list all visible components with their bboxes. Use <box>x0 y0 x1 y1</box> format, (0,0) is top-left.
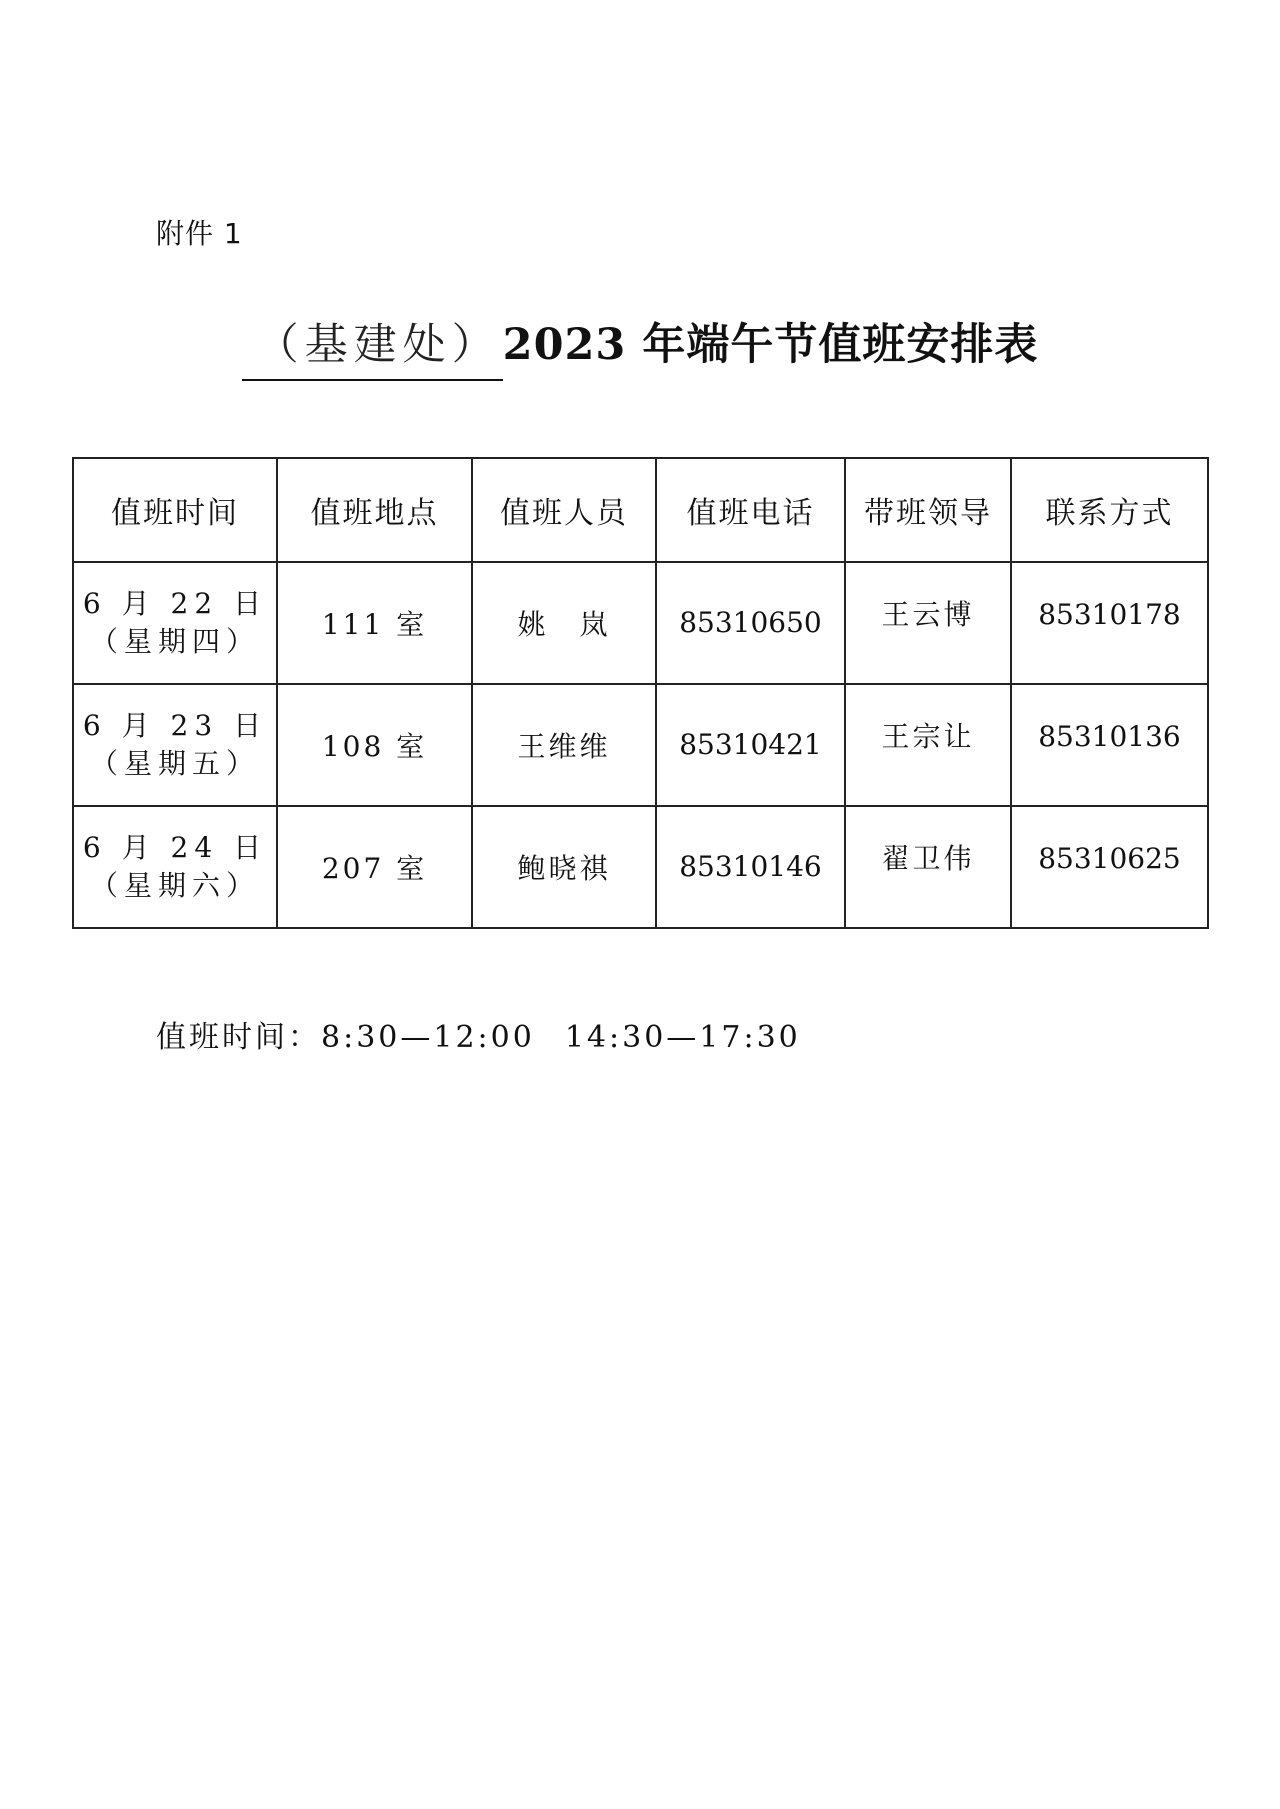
cell-person <box>472 684 656 806</box>
cell-room <box>277 684 472 806</box>
cell-date-weekday: （星期五） <box>89 747 260 780</box>
cell-leader <box>845 562 1011 684</box>
cell-date <box>73 684 277 806</box>
cell-person-text: 鲍晓祺 <box>517 852 611 885</box>
cell-date <box>73 562 277 684</box>
title-department: （基建处） <box>242 315 503 381</box>
cell-date-day: 6 月 23 日 <box>82 709 268 742</box>
duty-hours-label: 值班时间： <box>156 1020 321 1055</box>
cell-contact-text: 85310178 <box>1038 598 1181 631</box>
duty-schedule-table <box>72 457 1209 929</box>
title-main: 2023 年端午节值班安排表 <box>502 320 1039 370</box>
cell-leader <box>845 806 1011 928</box>
cell-date-weekday: （星期四） <box>89 625 260 658</box>
cell-phone-text: 85310650 <box>679 606 822 639</box>
cell-date-day: 6 月 22 日 <box>82 587 268 620</box>
table-row <box>73 684 1208 806</box>
cell-leader-text: 王宗让 <box>881 720 975 753</box>
duty-hours-morning: 8:30—12:00 <box>321 1020 535 1055</box>
cell-person-text: 王维维 <box>517 730 611 763</box>
cell-phone-text: 85310421 <box>679 728 822 761</box>
cell-contact <box>1011 562 1208 684</box>
cell-leader-text: 王云博 <box>881 598 975 631</box>
table-header-row <box>73 458 1208 562</box>
cell-person <box>472 562 656 684</box>
cell-room <box>277 562 472 684</box>
header-duty-time: 值班时间 <box>73 458 277 562</box>
header-duty-location: 值班地点 <box>277 458 472 562</box>
cell-date <box>73 806 277 928</box>
cell-contact-text: 85310136 <box>1038 720 1181 753</box>
cell-person <box>472 806 656 928</box>
header-duty-person: 值班人员 <box>472 458 656 562</box>
duty-hours-afternoon: 14:30—17:30 <box>564 1020 801 1055</box>
header-contact: 联系方式 <box>1011 458 1208 562</box>
cell-contact <box>1011 806 1208 928</box>
cell-room-text: 207 室 <box>321 852 428 885</box>
cell-date-day: 6 月 24 日 <box>82 831 268 864</box>
cell-phone <box>656 806 845 928</box>
table-row <box>73 562 1208 684</box>
cell-room <box>277 806 472 928</box>
cell-date-weekday: （星期六） <box>89 869 260 902</box>
header-duty-phone: 值班电话 <box>656 458 845 562</box>
header-leader: 带班领导 <box>845 458 1011 562</box>
document-title <box>0 315 1280 381</box>
cell-phone <box>656 562 845 684</box>
cell-contact <box>1011 684 1208 806</box>
cell-contact-text: 85310625 <box>1038 842 1181 875</box>
attachment-label: 附件 1 <box>156 217 243 250</box>
cell-phone-text: 85310146 <box>679 850 822 883</box>
cell-phone <box>656 684 845 806</box>
table-row <box>73 806 1208 928</box>
cell-room-text: 111 室 <box>321 608 428 641</box>
cell-leader <box>845 684 1011 806</box>
duty-hours-note <box>156 1012 801 1056</box>
cell-person-text: 姚 岚 <box>517 608 611 641</box>
cell-room-text: 108 室 <box>321 730 428 763</box>
cell-leader-text: 翟卫伟 <box>881 842 975 875</box>
